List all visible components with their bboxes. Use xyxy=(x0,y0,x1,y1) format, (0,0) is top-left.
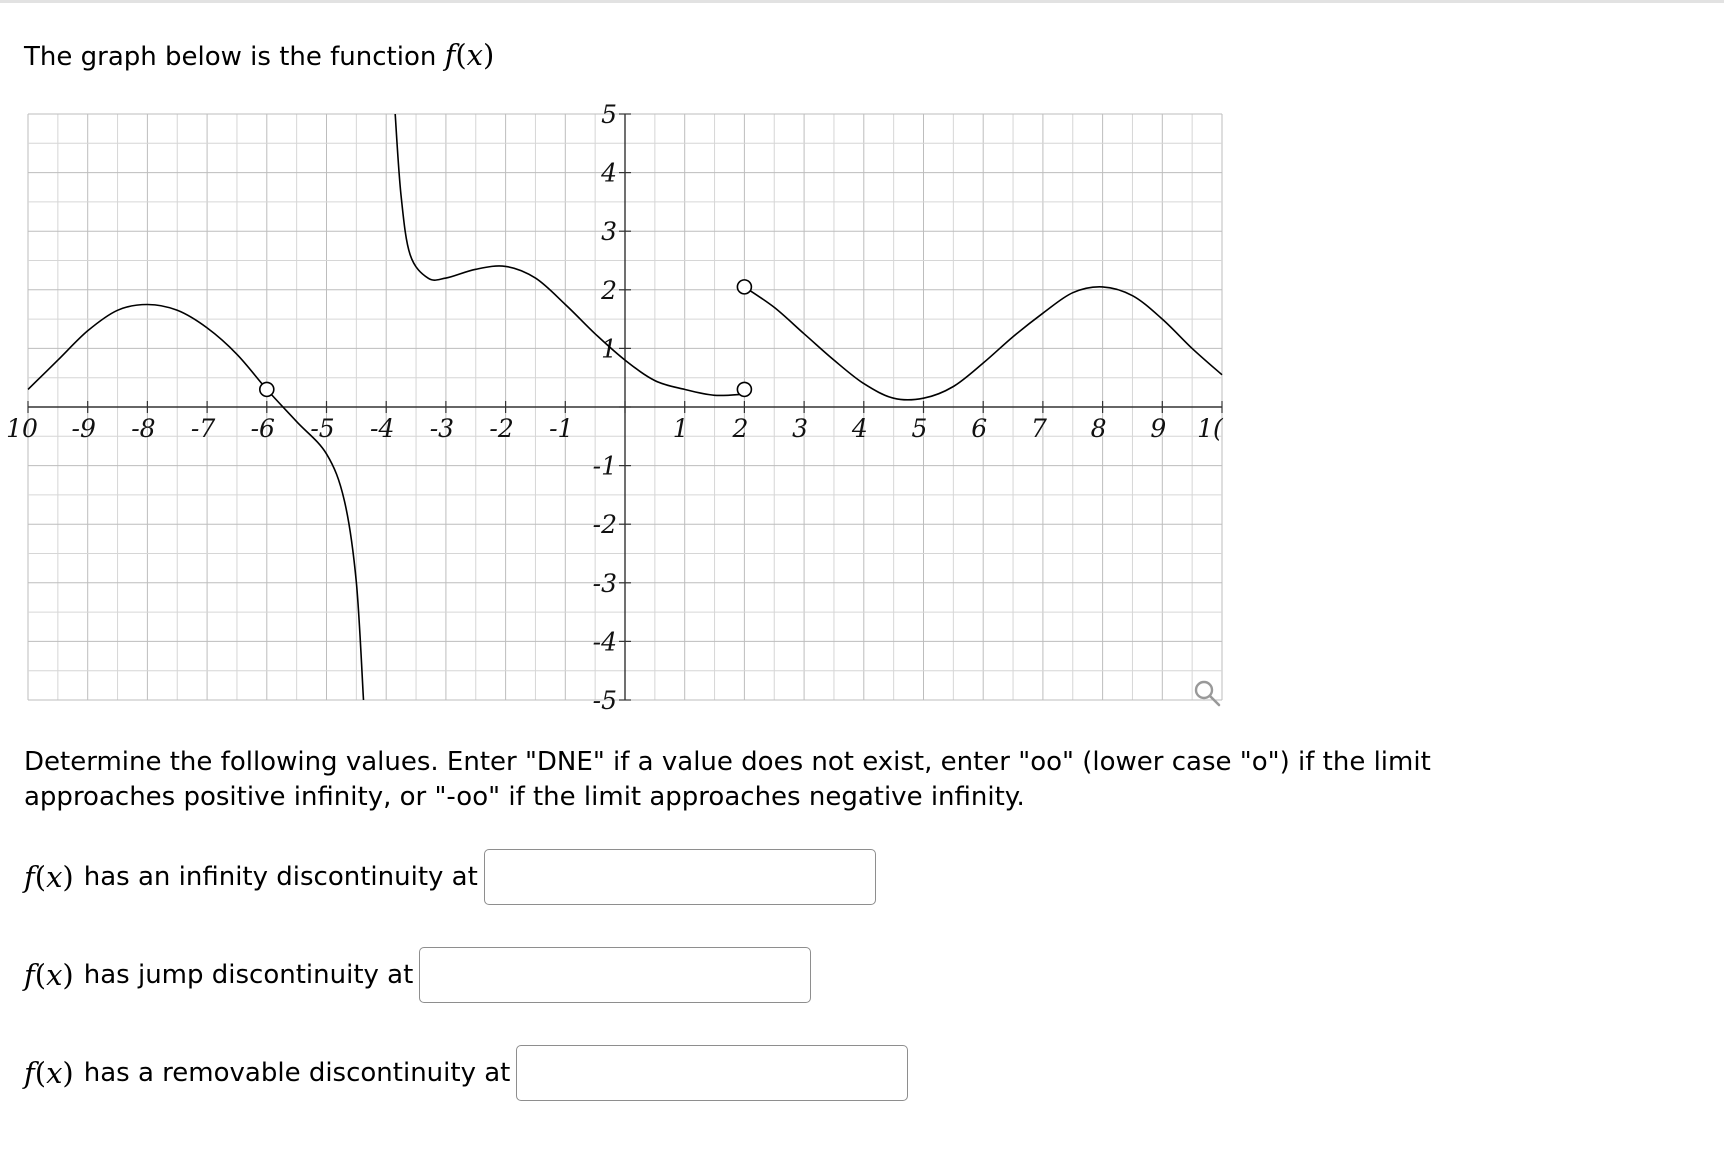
y-tick-label: -1 xyxy=(592,451,617,481)
curve-branch-1 xyxy=(28,305,364,701)
open-point xyxy=(737,280,751,294)
x-tick-label: 6 xyxy=(971,414,988,443)
x-tick-label: -9 xyxy=(71,414,96,443)
x-tick-label: 3 xyxy=(792,414,809,443)
removable-discontinuity-input[interactable] xyxy=(516,1045,908,1101)
x-tick-label: -2 xyxy=(489,414,514,443)
magnifier-icon[interactable] xyxy=(1196,682,1219,705)
open-point xyxy=(737,382,751,396)
x-tick-label: -4 xyxy=(370,414,395,443)
y-tick-label: -5 xyxy=(592,686,617,715)
y-tick-label: -2 xyxy=(592,510,617,540)
question-label: has a removable discontinuity at xyxy=(83,1058,511,1088)
x-tick-label: 9 xyxy=(1150,414,1167,443)
x-tick-label: 5 xyxy=(911,414,928,443)
x-tick-label: 2 xyxy=(732,414,749,443)
top-divider xyxy=(0,0,1724,3)
x-tick-label: 8 xyxy=(1090,414,1107,443)
open-point xyxy=(260,382,274,396)
y-tick-label: 5 xyxy=(601,100,617,129)
question-infinity: f ( x ) has an infinity discontinuity at xyxy=(24,848,876,906)
x-tick-label: 1( xyxy=(1197,414,1223,443)
y-tick-label: 3 xyxy=(601,217,617,247)
x-tick-label: -1 xyxy=(549,414,574,443)
question-jump: f ( x ) has jump discontinuity at xyxy=(24,946,811,1004)
y-tick-label: 1 xyxy=(601,334,617,364)
x-tick-label: 4 xyxy=(851,414,868,443)
x-tick-label: -6 xyxy=(250,414,275,443)
y-tick-label: 4 xyxy=(601,158,617,188)
question-removable: f ( x ) has a removable discontinuity at xyxy=(24,1044,908,1102)
x-tick-label: 1 xyxy=(672,414,689,443)
y-tick-label: -3 xyxy=(592,568,617,598)
question-label: has an infinity discontinuity at xyxy=(83,862,478,892)
question-label: has jump discontinuity at xyxy=(83,960,414,990)
y-tick-label: 2 xyxy=(601,275,617,305)
x-tick-label: 7 xyxy=(1030,414,1047,443)
x-tick-label: -7 xyxy=(190,414,216,443)
intro-line: The graph below is the function f(x) xyxy=(24,38,495,72)
x-tick-label: 10 xyxy=(6,414,38,443)
jump-discontinuity-input[interactable] xyxy=(419,947,811,1003)
y-tick-label: -4 xyxy=(592,627,617,657)
infinity-discontinuity-input[interactable] xyxy=(484,849,876,905)
function-name: f xyxy=(444,38,456,72)
curve-branch-2 xyxy=(395,114,744,396)
function-var: x xyxy=(466,38,484,72)
x-tick-label: -5 xyxy=(310,414,335,443)
intro-text: The graph below is the function xyxy=(24,42,437,72)
instructions: Determine the following values. Enter "DNE" if a value does not exist, enter "oo" (lower case "o") if the limit approaches positive infinity, or "-oo" if the limit approaches negative infinity. xyxy=(24,747,1431,812)
x-tick-label: -3 xyxy=(429,414,455,443)
x-tick-label: -8 xyxy=(131,414,156,443)
function-graph xyxy=(0,100,1230,720)
